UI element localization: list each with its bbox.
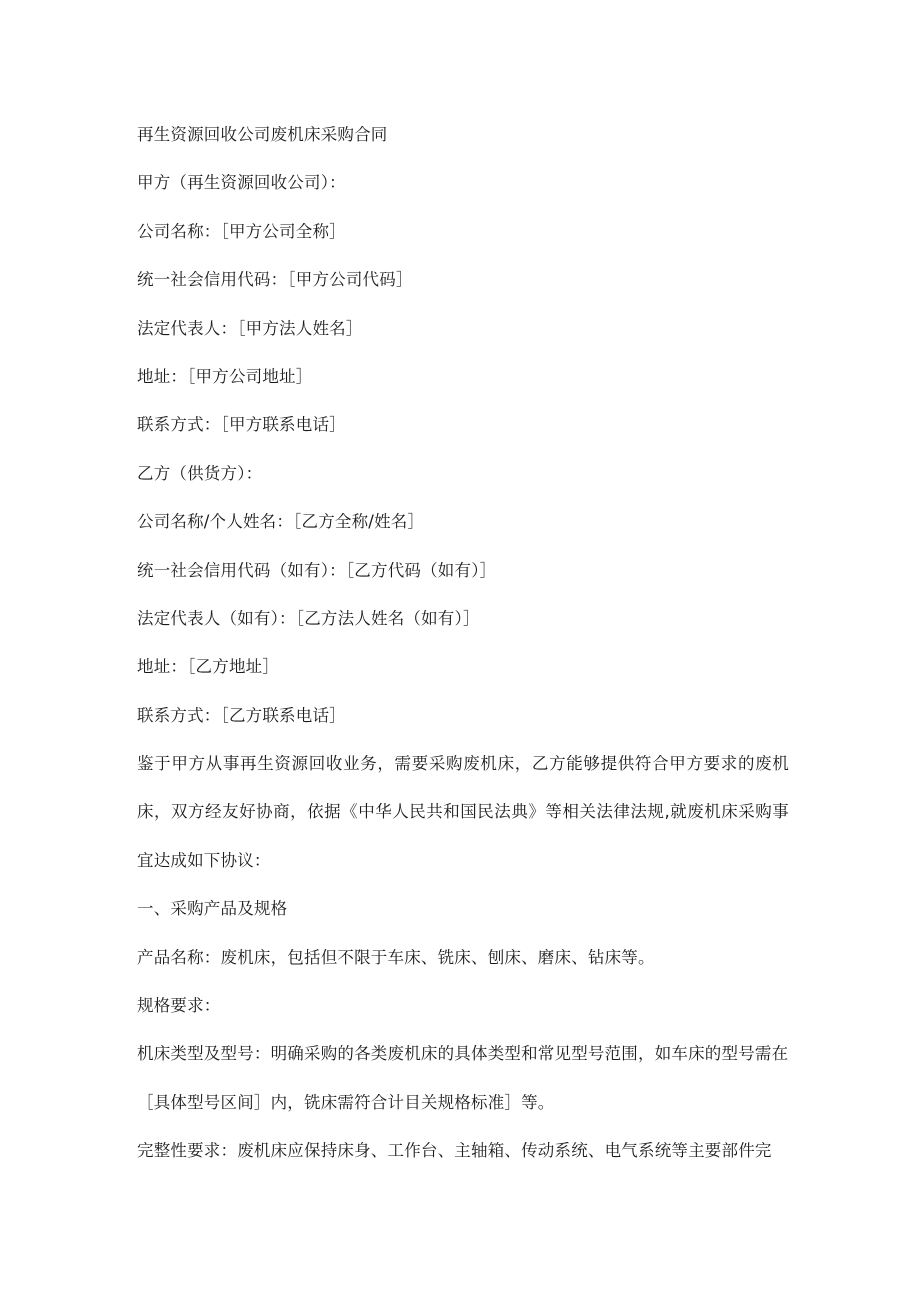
party-b-heading: 乙方（供货方）： [137, 463, 263, 483]
document-title: 再生资源回收公司废机床采购合同 [137, 125, 388, 144]
party-b-legal-rep: 法定代表人（如有）：［乙方法人姓名（如有）］ [137, 608, 480, 628]
party-b-address: 地址：［乙方地址］ [137, 657, 280, 677]
party-b-credit-code: 统一社会信用代码（如有）：［乙方代码（如有）］ [137, 560, 497, 580]
party-a-heading: 甲方（再生资源回收公司）： [137, 173, 346, 193]
party-b-contact: 联系方式：［乙方联系电话］ [137, 705, 346, 725]
party-a-legal-rep: 法定代表人：［甲方法人姓名］ [137, 318, 363, 338]
preamble-paragraph: 鉴于甲方从事再生资源回收业务，需要采购废机床，乙方能够提供符合甲方要求的废机床，双方经友好协商，依据《中华人民共和国民法典》等相关法律法规,就废机床采购事宜达成如下协议： [137, 754, 789, 870]
document-body [137, 122, 789, 1187]
party-b-company-name: 公司名称/个人姓名：［乙方全称/姓名］ [137, 512, 425, 532]
party-a-company-name: 公司名称：［甲方公司全称］ [137, 221, 346, 241]
party-a-address: 地址：［甲方公司地址］ [137, 366, 313, 386]
product-name-clause: 产品名称：废机床，包括但不限于车床、铣床、刨床、磨床、钻床等。 [137, 947, 655, 967]
spec-heading: 规格要求： [137, 996, 221, 1016]
machine-types-clause: 机床类型及型号：明确采购的各类废机床的具体类型和常见型号范围，如车床的型号需在［具体型号区间］内，铣床需符合计目关规格标准］等。 [137, 1044, 789, 1112]
party-a-credit-code: 统一社会信用代码：［甲方公司代码］ [137, 270, 413, 290]
section-1-heading: 一、采购产品及规格 [137, 899, 288, 919]
party-a-contact: 联系方式：［甲方联系电话］ [137, 415, 346, 435]
integrity-clause: 完整性要求：废机床应保持床身、工作台、主轴箱、传动系统、电气系统等主要部件完 [137, 1141, 772, 1161]
